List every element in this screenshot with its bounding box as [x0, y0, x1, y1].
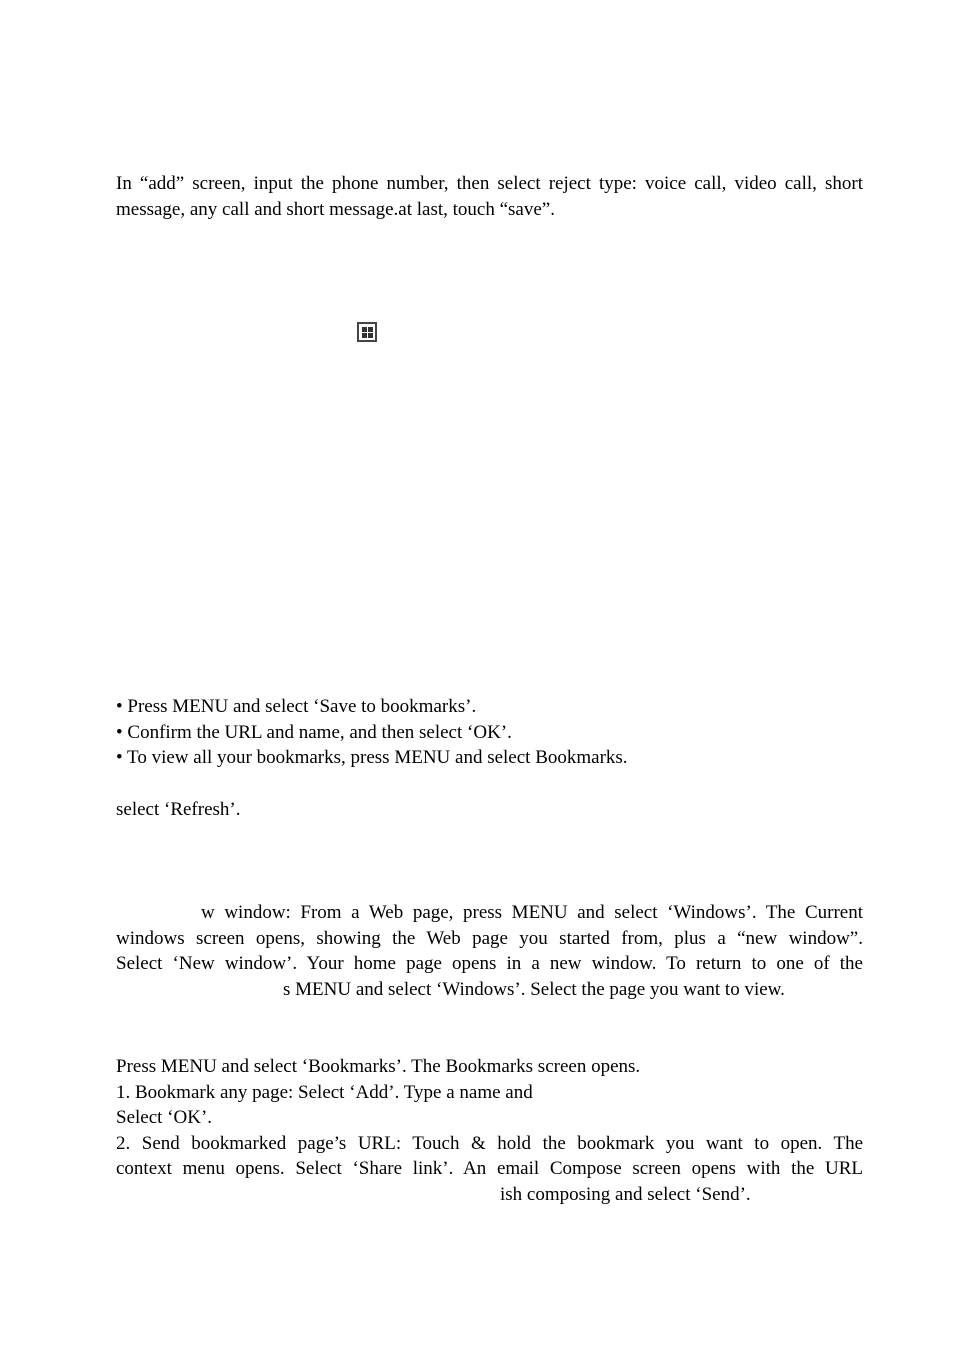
bookmarks-line-2: 1. Bookmark any page: Select ‘Add’. Type a name and [116, 1081, 533, 1103]
bullet-view-bookmarks: • To view all your bookmarks, press MENU and select Bookmarks. [116, 747, 628, 768]
new-window-paragraph [116, 900, 863, 1002]
window-line-4: s MENU and select ‘Windows’. Select the page you want to view. [283, 978, 785, 1000]
refresh-line: select ‘Refresh’. [116, 799, 241, 820]
bookmarks-line-1: Press MENU and select ‘Bookmarks’. The Bookmarks screen opens. [116, 1056, 641, 1077]
bookmark-bullet-list [116, 694, 863, 771]
bookmarks-section [116, 1054, 863, 1207]
bookmarks-line-4: 2. Send bookmarked page’s URL: Touch & hold the bookmark you want to open. The [116, 1132, 863, 1154]
bullet-save-to-bookmarks: • Press MENU and select ‘Save to bookmarks’. [116, 696, 477, 717]
bullet-confirm-url: • Confirm the URL and name, and then select ‘OK’. [116, 721, 512, 743]
bookmarks-line-5: context menu opens. Select ‘Share link’. An email Compose screen opens with the URL [116, 1158, 863, 1179]
window-line-1: w window: From a Web page, press MENU and select ‘Windows’. The Current [201, 902, 863, 923]
bookmarks-line-3: Select ‘OK’. [116, 1107, 213, 1128]
intro-paragraph: In “add” screen, input the phone number, then select reject type: voice call, video call, short message, any call and short message.at last, touch “save”. [116, 173, 863, 220]
grid-menu-icon [357, 322, 377, 342]
window-line-2: windows screen opens, showing the Web page you started from, plus a “new window”. [116, 927, 863, 949]
window-line-3: Select ‘New window’. Your home page opens in a new window. To return to one of the [116, 953, 863, 974]
bookmarks-line-6: ish composing and select ‘Send’. [500, 1183, 751, 1205]
